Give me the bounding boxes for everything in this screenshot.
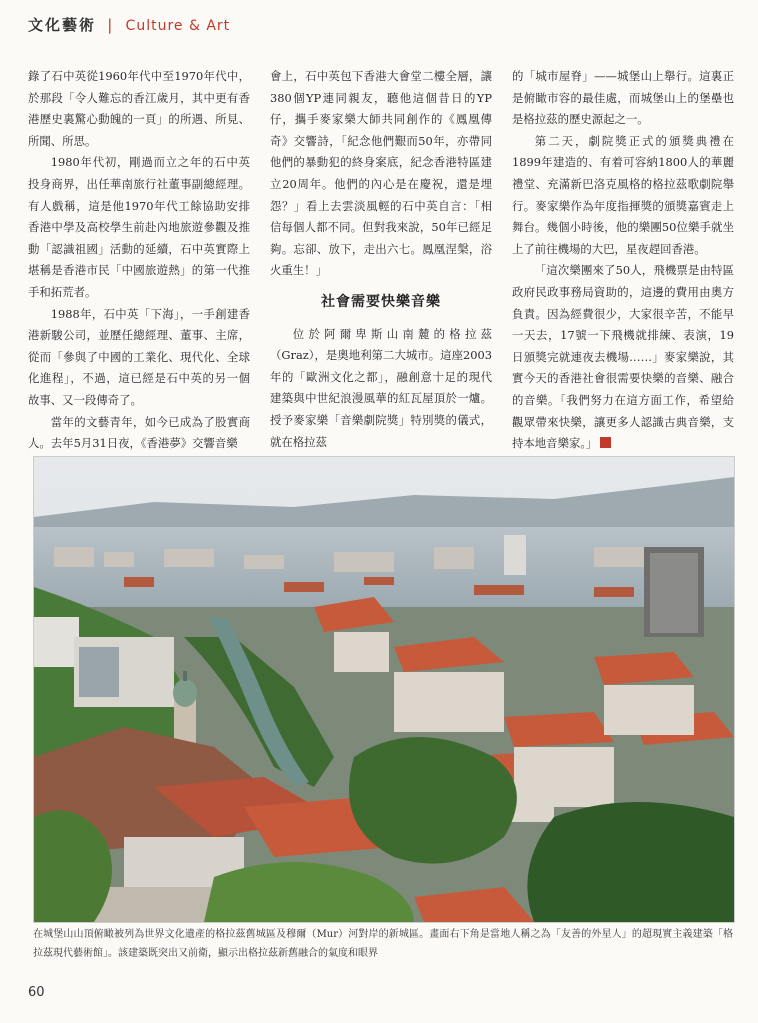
article-column-1	[28, 66, 250, 455]
paragraph: 第二天，劇院獎正式的頒獎典禮在1899年建造的、有着可容納1800人的華麗禮堂、充滿新巴洛克風格的格拉茲歌劇院舉行。麥家樂作為年度指揮獎的頒獎嘉賓走上舞台。幾個小時後，他的樂團50位樂手就坐上了前往機場的大巴，星夜趕回香港。	[512, 133, 734, 256]
paragraph: 當年的文藝青年，如今已成為了股實商人。去年5月31日夜，《香港夢》交響音樂	[28, 414, 250, 451]
page-number: 60	[28, 985, 45, 1000]
section-subheading: 社會需要快樂音樂	[321, 293, 441, 310]
paragraph: 位於阿爾卑斯山南麓的格拉茲（Graz），是奧地利第二大城市。這座2003年的「歐洲文化之都」，融創意十足的現代建築與中世紀浪漫風華的紅瓦屋頂於一爐。授予麥家樂「音樂劇院獎」特別獎的儀式，就在格拉茲	[270, 326, 492, 449]
paragraph: 1980年代初，剛過而立之年的石中英投身商界，出任華南旅行社董事副總經理。有人戲稱，這是他1970年代工餘協助安排香港中學及高校學生前赴內地旅遊參觀及推動「認識祖國」活動的延續，石中英實際上堪稱是香港市民「中國旅遊熱」的第一代推手和拓荒者。	[28, 155, 250, 299]
article-column-2	[270, 66, 492, 453]
paragraph-text: 「這次樂團來了50人，飛機票是由特區政府民政事務局資助的，這邊的費用由奧方負責。因為經費很少，大家很辛苦，不能早一天去，17號一下飛機就排練、表演，19日頒獎完就連夜去機場……」麥家樂說，其實今天的香港社會很需要快樂的音樂、融合的音樂。「我們努力在這方面工作，希望給觀眾帶來快樂，讓更多人認識古典音樂，支持本地音樂家。」	[512, 263, 734, 451]
paragraph: 1988年，石中英「下海」，一手創建香港新駿公司，並歷任總經理、董事、主席，從而「參與了中國的工業化、現代化、全球化進程」，不過，這已經是石中英的另一個故事、又一段傳奇了。	[28, 306, 250, 407]
section-title-zh: 文化藝術	[28, 16, 97, 34]
paragraph: 錄了石中英從1960年代中至1970年代中，於那段「令人難忘的香江歲月，其中更有香港歷史裏驚心動魄的一頁」的所遇、所見、所聞、所思。	[28, 69, 250, 148]
paragraph: 的「城市屋脊」——城堡山上舉行。這裏正是俯瞰市容的最佳處，而城堡山上的堡壘也是格拉茲的歷史源起之一。	[512, 69, 734, 127]
publication-end-mark-icon	[600, 437, 611, 448]
article-column-3	[512, 66, 734, 455]
section-title-en: Culture & Art	[125, 18, 231, 34]
section-header	[28, 14, 230, 35]
graz-cityscape-photo	[33, 456, 735, 923]
paragraph: 會上，石中英包下香港大會堂二樓全層，讓380個YP連同親友，聽他這個昔日的YP仔，攜手麥家樂大師共同創作的《鳳凰傳奇》交響詩，「紀念他們艱而50年，亦帶同他們的暴動犯的終身案底，紀念香港特區建立20周年。他們的內心是在慶祝，還是埋怨？」看上去雲淡風輕的石中英自言：「相信每個人都不同。但對我來說，50年已經足夠。忘卻、放下，走出六七。鳳凰涅槃，浴火重生！」	[270, 69, 492, 278]
paragraph	[512, 260, 734, 454]
photo-caption: 在城堡山山頂俯瞰被列為世界文化遺產的格拉茲舊城區及穆爾（Mur）河對岸的新城區。畫面右下角是當地人稱之為「友善的外星人」的超現實主義建築「格拉茲現代藝術館」。該建築既突出又前衛，顯示出格拉茲新舊融合的氣度和眼界	[33, 929, 733, 959]
section-separator: |	[107, 16, 115, 34]
